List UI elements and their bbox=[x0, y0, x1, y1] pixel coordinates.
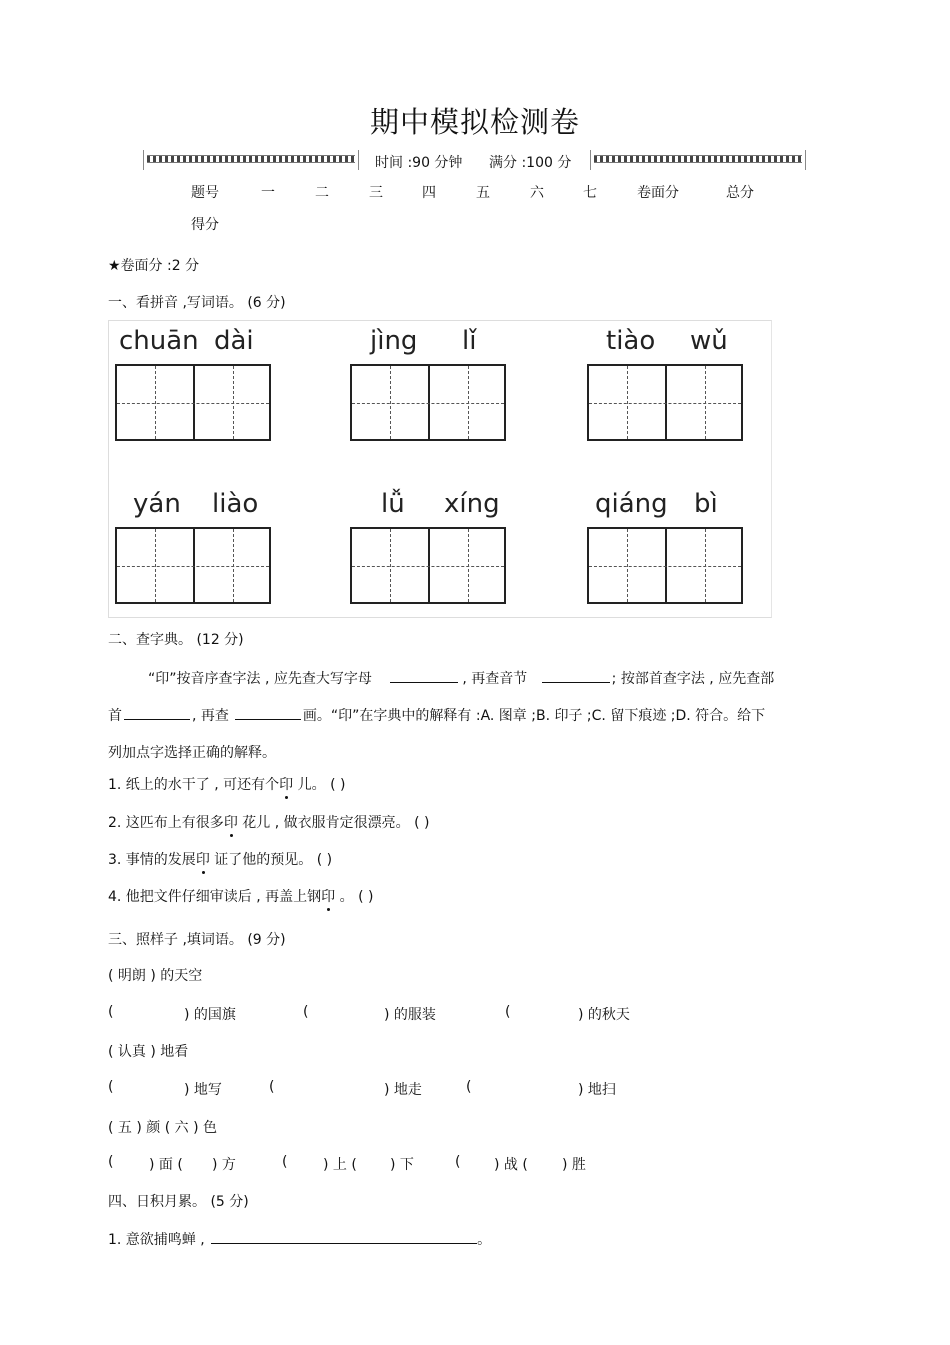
answer-blank[interactable] bbox=[542, 668, 610, 683]
section2-paragraph: “印”按音序查字法 , 应先查大写字母 , 再查音节 ; 按部首查字法 , 应先查部 bbox=[148, 668, 774, 688]
pinyin-label: chuān bbox=[119, 326, 199, 356]
question-item: 3. 事情的发展印 证了他的预见。 ( ) bbox=[108, 852, 333, 868]
score-header-item: 五 bbox=[476, 185, 490, 201]
pinyin-label: dài bbox=[214, 326, 254, 356]
score-header-item: 七 bbox=[583, 185, 597, 201]
score-header-item: 一 bbox=[261, 185, 275, 201]
section1-title: 一、看拼音 ,写词语。 (6 分) bbox=[108, 295, 286, 311]
score-header-item: 六 bbox=[530, 185, 544, 201]
section2-paragraph: 列加点字选择正确的解释。 bbox=[108, 745, 276, 761]
example-phrase: ( 五 ) 颜 ( 六 ) 色 bbox=[108, 1120, 217, 1136]
pinyin-label: lǐ bbox=[462, 326, 477, 356]
score-header-item: 总分 bbox=[726, 185, 754, 201]
answer-blank[interactable] bbox=[124, 705, 190, 720]
dotted-char: 印 bbox=[279, 777, 294, 793]
pinyin-label: tiào bbox=[606, 326, 656, 356]
pinyin-label: wǔ bbox=[690, 326, 728, 356]
pinyin-label: qiáng bbox=[595, 489, 668, 519]
pinyin-label: lǚ bbox=[381, 489, 405, 519]
example-phrase: ( 明朗 ) 的天空 bbox=[108, 968, 203, 984]
section4-title: 四、日积月累。 (5 分) bbox=[108, 1194, 249, 1210]
score-header-item: 二 bbox=[315, 185, 329, 201]
writing-grid[interactable] bbox=[115, 364, 271, 441]
dotted-char: 印 bbox=[223, 815, 238, 831]
dotted-char: 印 bbox=[321, 889, 336, 905]
answer-blank[interactable] bbox=[211, 1229, 477, 1244]
answer-blank[interactable] bbox=[235, 705, 301, 720]
full-score: 满分 :100 分 bbox=[489, 155, 572, 171]
writing-grid[interactable] bbox=[587, 527, 743, 604]
pinyin-label: bì bbox=[694, 489, 718, 519]
question-item: 1. 意欲捕鸣蝉 , 。 bbox=[108, 1229, 491, 1249]
section3-title: 三、照样子 ,填词语。 (9 分) bbox=[108, 932, 286, 948]
score-header-item: 题号 bbox=[191, 185, 219, 201]
score-row-label: 得分 bbox=[191, 217, 219, 233]
pinyin-label: yán bbox=[133, 489, 181, 519]
pinyin-label: jìng bbox=[370, 326, 418, 356]
writing-grid[interactable] bbox=[350, 364, 506, 441]
decorative-border-right bbox=[590, 150, 806, 170]
exam-time: 时间 :90 分钟 bbox=[375, 155, 463, 171]
pinyin-label: liào bbox=[212, 489, 259, 519]
question-item: 4. 他把文件仔细审读后 , 再盖上钢印 。 ( ) bbox=[108, 889, 374, 905]
writing-grid[interactable] bbox=[587, 364, 743, 441]
question-item: 2. 这匹布上有很多印 花儿 , 做衣服肯定很漂亮。 ( ) bbox=[108, 815, 430, 831]
score-header-item: 卷面分 bbox=[637, 185, 679, 201]
score-header-item: 三 bbox=[369, 185, 383, 201]
example-phrase: ( 认真 ) 地看 bbox=[108, 1044, 189, 1060]
decorative-border-left bbox=[143, 150, 359, 170]
question-item: 1. 纸上的水干了 , 可还有个印 儿。 ( ) bbox=[108, 777, 346, 793]
answer-blank[interactable] bbox=[390, 668, 458, 683]
writing-grid[interactable] bbox=[115, 527, 271, 604]
page-title: 期中模拟检测卷 bbox=[369, 105, 580, 139]
dotted-char: 印 bbox=[195, 852, 210, 868]
section2-paragraph: 首 , 再查 画。“印”在字典中的解释有 :A. 图章 ;B. 印子 ;C. 留下痕迹 ;D. 符合。给下 bbox=[108, 705, 765, 725]
neatness-score: ★卷面分 :2 分 bbox=[108, 258, 200, 274]
section2-title: 二、查字典。 (12 分) bbox=[108, 632, 244, 648]
score-header-item: 四 bbox=[422, 185, 436, 201]
writing-grid[interactable] bbox=[350, 527, 506, 604]
pinyin-label: xíng bbox=[444, 489, 500, 519]
